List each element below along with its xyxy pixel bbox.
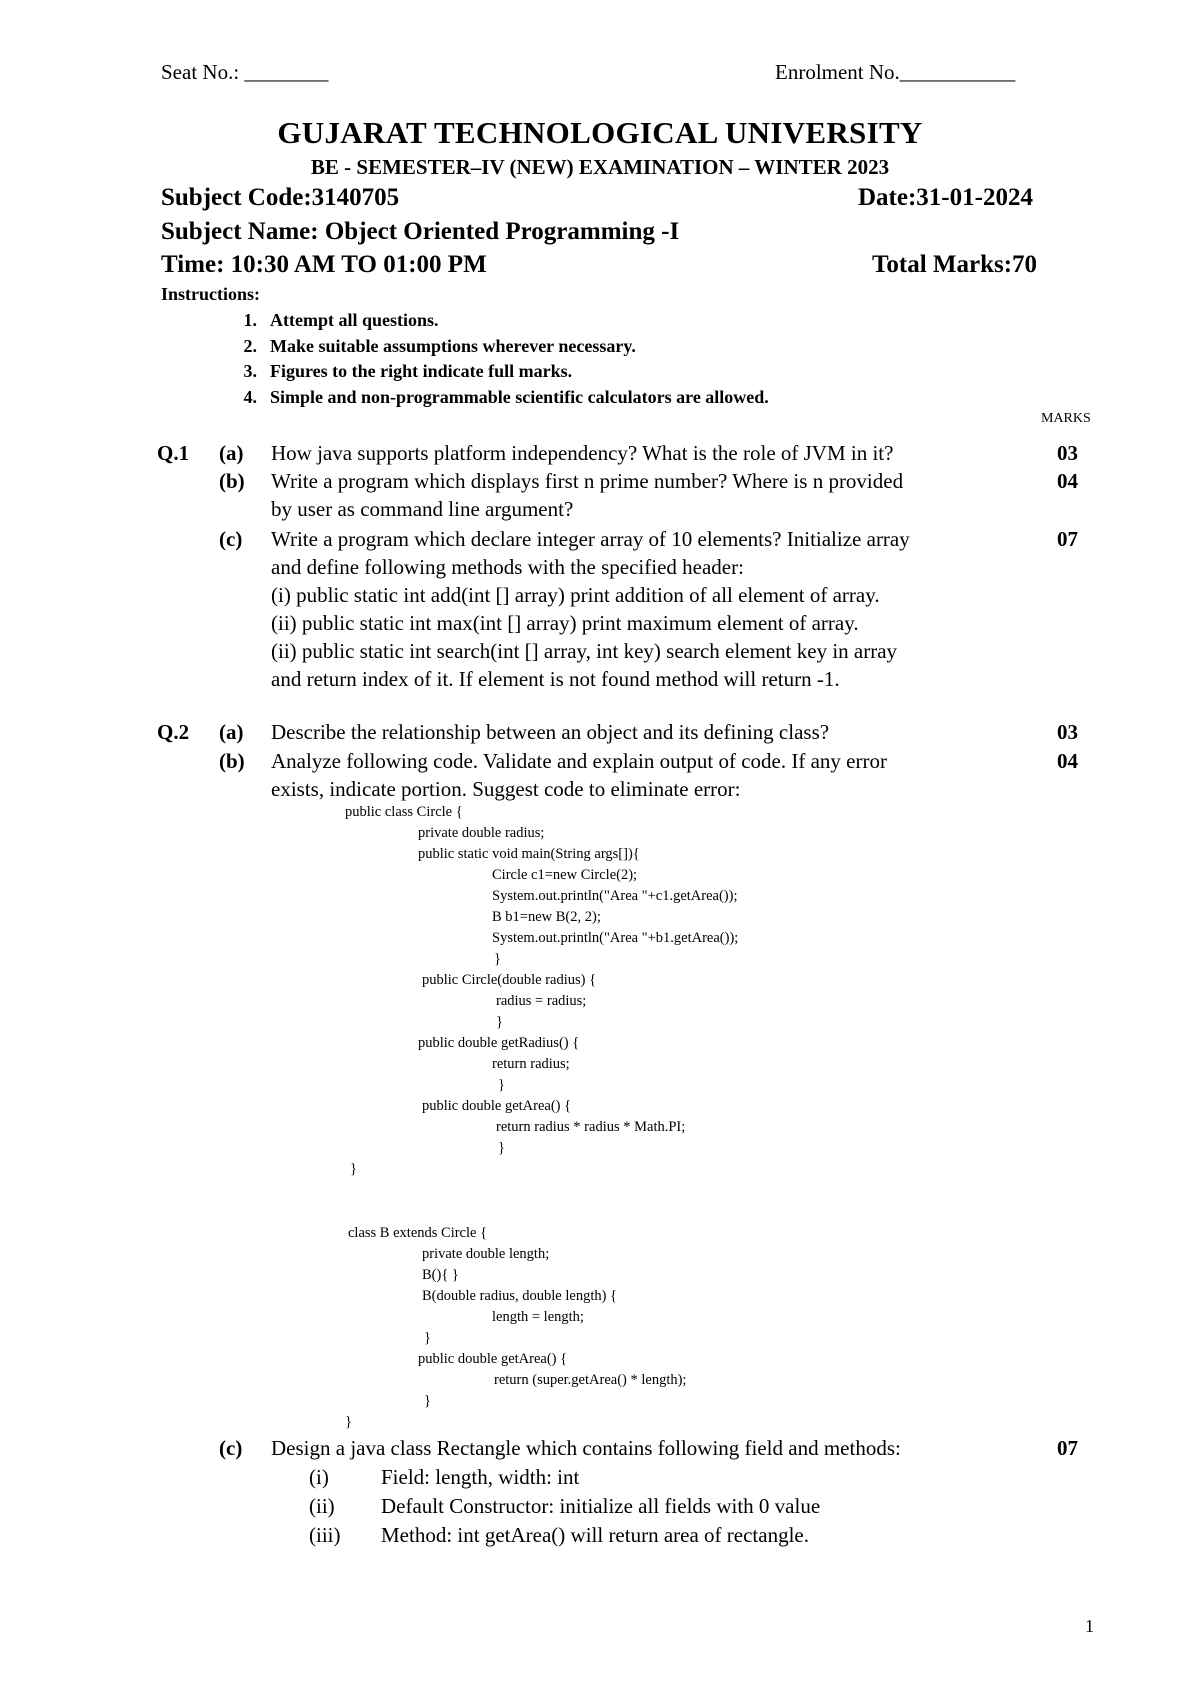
question-2-label: Q.2	[157, 720, 190, 744]
code-line: }	[498, 1077, 505, 1093]
q1b-label: (b)	[219, 469, 245, 493]
code-line: public class Circle {	[345, 804, 463, 820]
total-marks: Total Marks:70	[872, 251, 1038, 278]
code-line: }	[494, 951, 501, 967]
code-line: }	[424, 1393, 431, 1409]
q2c-item-text: Field: length, width: int	[381, 1465, 580, 1489]
exam-date: Date:31-01-2024	[858, 184, 1033, 211]
instruction-item: 4. Simple and non-programmable scientific calculators are allowed.	[243, 387, 769, 407]
code-line: }	[345, 1414, 352, 1430]
question-1-label: Q.1	[157, 441, 190, 465]
q1c-text-line: and return index of it. If element is not found method will return -1.	[271, 667, 840, 691]
q1c-marks: 07	[1057, 527, 1078, 551]
q2c-item-num: (ii)	[309, 1494, 335, 1518]
q1c-text-line: and define following methods with the specified header:	[271, 555, 744, 579]
instruction-item: 2. Make suitable assumptions wherever necessary.	[243, 336, 636, 356]
code-line: length = length;	[492, 1309, 584, 1325]
q2c-label: (c)	[219, 1436, 243, 1460]
code-line: B b1=new B(2, 2);	[492, 909, 601, 925]
code-line: }	[350, 1161, 357, 1177]
q1c-text-line: (ii) public static int max(int [] array) print maximum element of array.	[271, 611, 859, 635]
subject-code: Subject Code:3140705	[161, 184, 400, 211]
q2c-text: Design a java class Rectangle which contains following field and methods:	[271, 1436, 901, 1460]
q1a-marks: 03	[1057, 441, 1078, 465]
q1a-text: How java supports platform independency? What is the role of JVM in it?	[271, 441, 894, 465]
q2b-marks: 04	[1057, 749, 1078, 773]
code-line: return radius * radius * Math.PI;	[496, 1119, 686, 1135]
code-line: private double length;	[422, 1246, 550, 1262]
instruction-item: 1. Attempt all questions.	[243, 310, 439, 330]
seat-no: Seat No.: ________	[161, 60, 329, 84]
code-line: public double getArea() {	[422, 1098, 572, 1114]
code-line: B(double radius, double length) {	[422, 1288, 618, 1304]
instruction-item: 3. Figures to the right indicate full marks.	[243, 361, 573, 381]
q1c-text-line: Write a program which declare integer array of 10 elements? Initialize array	[271, 527, 910, 551]
code-line: public Circle(double radius) {	[422, 972, 597, 988]
code-line: B(){ }	[422, 1267, 459, 1283]
q2c-item-num: (i)	[309, 1465, 329, 1489]
exam-time: Time: 10:30 AM TO 01:00 PM	[161, 251, 487, 278]
q2c-item-num: (iii)	[309, 1523, 341, 1547]
q1b-text-line: Write a program which displays first n prime number? Where is n provided	[271, 469, 904, 493]
marks-column-label: MARKS	[1041, 411, 1091, 426]
q2a-label: (a)	[219, 720, 244, 744]
code-line: private double radius;	[418, 825, 545, 841]
code-line: return (super.getArea() * length);	[494, 1372, 687, 1388]
q1b-marks: 04	[1057, 469, 1078, 493]
code-line: }	[424, 1330, 431, 1346]
q2c-item-text: Method: int getArea() will return area of rectangle.	[381, 1523, 809, 1547]
page-number: 1	[1085, 1616, 1094, 1636]
q1b-text-line: by user as command line argument?	[271, 497, 574, 521]
university-title: GUJARAT TECHNOLOGICAL UNIVERSITY	[277, 115, 923, 150]
code-line: }	[496, 1014, 503, 1030]
q2a-marks: 03	[1057, 720, 1078, 744]
q2c-marks: 07	[1057, 1436, 1078, 1460]
code-line: public static void main(String args[]){	[418, 846, 640, 862]
q1a-label: (a)	[219, 441, 244, 465]
code-line: }	[498, 1140, 505, 1156]
enrolment-no: Enrolment No.___________	[775, 60, 1016, 84]
exam-title: BE - SEMESTER–IV (NEW) EXAMINATION – WINTER 2023	[310, 155, 890, 179]
code-line: class B extends Circle {	[348, 1225, 488, 1241]
code-line: return radius;	[492, 1056, 570, 1072]
q2b-text-line: Analyze following code. Validate and explain output of code. If any error	[271, 749, 887, 773]
instructions-heading: Instructions:	[161, 284, 261, 304]
code-line: System.out.println("Area "+c1.getArea());	[492, 888, 738, 904]
q1c-text-line: (i) public static int add(int [] array) print addition of all element of array.	[271, 583, 880, 607]
q2c-item-text: Default Constructor: initialize all fields with 0 value	[381, 1494, 821, 1518]
q2b-label: (b)	[219, 749, 245, 773]
code-line: public double getArea() {	[418, 1351, 568, 1367]
code-line: System.out.println("Area "+b1.getArea());	[492, 930, 739, 946]
code-line: public double getRadius() {	[418, 1035, 580, 1051]
q2a-text: Describe the relationship between an object and its defining class?	[271, 720, 830, 744]
code-line: Circle c1=new Circle(2);	[492, 867, 638, 883]
q1c-text-line: (ii) public static int search(int [] array, int key) search element key in array	[271, 639, 898, 663]
q2b-text-line: exists, indicate portion. Suggest code to eliminate error:	[271, 777, 741, 801]
code-line: radius = radius;	[496, 993, 587, 1009]
q1c-label: (c)	[219, 527, 243, 551]
subject-name: Subject Name: Object Oriented Programming -I	[161, 218, 680, 245]
